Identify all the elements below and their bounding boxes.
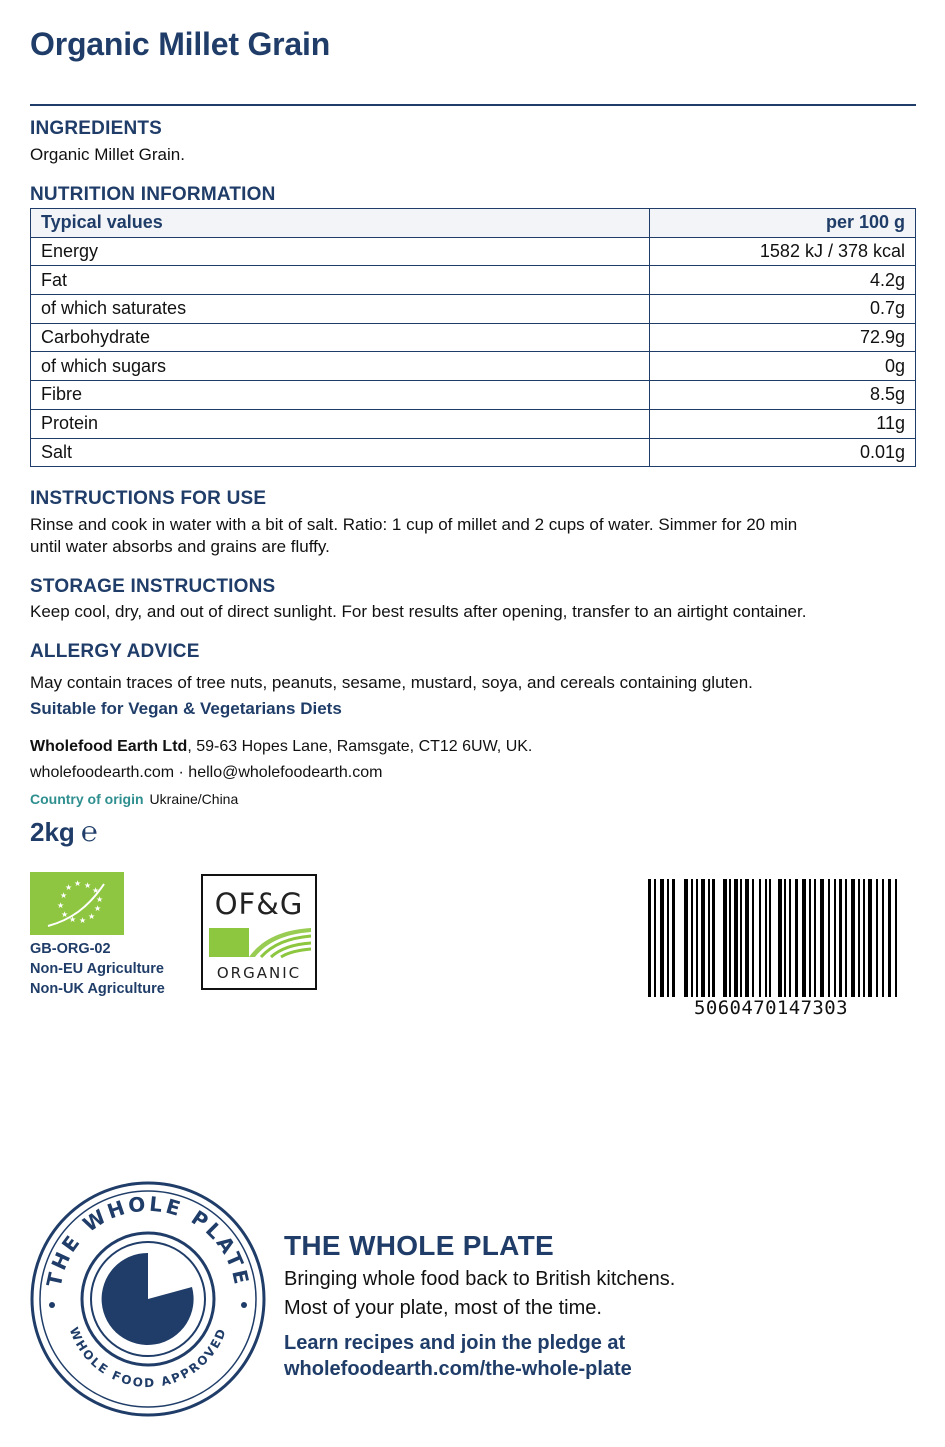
cert-code: GB-ORG-02 [30, 941, 111, 957]
company-address-text: , 59-63 Hopes Lane, Ramsgate, CT12 6UW, UK. [187, 738, 533, 755]
allergy-heading: ALLERGY ADVICE [30, 641, 200, 662]
nutrient-label: of which saturates [31, 295, 650, 324]
company-name: Wholefood Earth Ltd [30, 738, 188, 755]
nutrition-row-fibre [31, 381, 916, 410]
nutrient-label: Protein [31, 409, 650, 438]
cert-non-uk: Non-UK Agriculture [30, 981, 165, 997]
nutrient-value: 0g [650, 352, 916, 381]
nutrition-row-salt [31, 438, 916, 467]
ofg-organic-text: ORGANIC [216, 964, 302, 982]
company-address [30, 738, 532, 756]
instructions-heading: INSTRUCTIONS FOR USE [30, 488, 267, 509]
nutrient-value: 0.7g [650, 295, 916, 324]
nutrient-value: 4.2g [650, 266, 916, 295]
svg-text:★: ★ [65, 883, 73, 892]
nutrition-header-row [31, 209, 916, 238]
nutrition-row-protein [31, 409, 916, 438]
product-title: Organic Millet Grain [30, 26, 331, 62]
storage-text: Keep cool, dry, and out of direct sunlight. For best results after opening, transfer to an airtight container. [30, 602, 807, 621]
nutrition-row-fat [31, 266, 916, 295]
nutrition-row-carbohydrate [31, 323, 916, 352]
nutrient-label: Fibre [31, 381, 650, 410]
seal-bottom-text: WHOLE FOOD APPROVED [66, 1325, 230, 1391]
ofg-logo-text: OF&G [214, 887, 304, 921]
nutrition-heading: NUTRITION INFORMATION [30, 184, 276, 205]
nutrient-value: 8.5g [650, 381, 916, 410]
barcode-bars [632, 870, 910, 998]
instructions-line-2: until water absorbs and grains are fluffy. [30, 537, 330, 556]
eu-organic-leaf-icon [30, 872, 124, 935]
nutrient-label: Carbohydrate [31, 323, 650, 352]
nutrition-table [30, 208, 916, 467]
svg-text:★: ★ [92, 886, 100, 895]
nutrition-row-energy [31, 237, 916, 266]
origin-value: Ukraine/China [149, 791, 239, 807]
svg-text:★: ★ [69, 915, 77, 924]
svg-text:★: ★ [88, 912, 96, 921]
eu-certification-text [30, 939, 165, 999]
ofg-organic-logo [201, 874, 317, 990]
nutrient-value: 11g [650, 409, 916, 438]
svg-text:★: ★ [60, 891, 68, 900]
storage-heading: STORAGE INSTRUCTIONS [30, 576, 276, 597]
svg-text:★: ★ [74, 879, 82, 888]
promo-cta-line-1: Learn recipes and join the pledge at [284, 1332, 626, 1354]
instructions-line-1: Rinse and cook in water with a bit of salt. Ratio: 1 cup of millet and 2 cups of water. Simmer for 20 min [30, 515, 798, 534]
seal-top-text: THE WHOLE PLATE [41, 1191, 255, 1290]
svg-text:★: ★ [94, 904, 102, 913]
nutrient-value: 0.01g [650, 438, 916, 467]
nutrient-label: Salt [31, 438, 650, 467]
cert-non-eu: Non-EU Agriculture [30, 961, 164, 977]
weight-value: 2kg [30, 817, 75, 847]
promo-cta [284, 1330, 632, 1382]
origin-label: Country of origin [30, 791, 144, 807]
svg-text:★: ★ [84, 881, 92, 890]
nutrition-row-saturates [31, 295, 916, 324]
nutrient-value: 72.9g [650, 323, 916, 352]
country-of-origin [30, 791, 238, 809]
svg-text:★: ★ [79, 916, 87, 925]
svg-text:★: ★ [61, 910, 69, 919]
ingredients-heading: INGREDIENTS [30, 118, 163, 139]
promo-line-1: Bringing whole food back to British kitchens. [284, 1268, 676, 1290]
vegan-statement: Suitable for Vegan & Vegetarians Diets [30, 699, 342, 718]
title-divider [30, 104, 916, 106]
svg-text:★: ★ [96, 895, 104, 904]
nutrient-value: 1582 kJ / 378 kcal [650, 237, 916, 266]
promo-line-2: Most of your plate, most of the time. [284, 1297, 602, 1319]
nutrient-label: Energy [31, 237, 650, 266]
net-weight [30, 816, 98, 848]
nutrient-label: of which sugars [31, 352, 650, 381]
col-per-100g: per 100 g [650, 209, 916, 238]
barcode-number: 5060470147303 [694, 997, 848, 1019]
allergy-text: May contain traces of tree nuts, peanuts, sesame, mustard, soya, and cereals containing gluten. [30, 673, 753, 692]
whole-plate-seal [30, 1175, 266, 1423]
estimated-e-icon: ℮ [80, 816, 98, 847]
promo-title: THE WHOLE PLATE [284, 1230, 554, 1261]
promo-cta-link[interactable]: wholefoodearth.com/the-whole-plate [284, 1358, 632, 1380]
svg-text:THE WHOLE PLATE [42, 1192, 254, 1290]
barcode [632, 870, 910, 1028]
col-typical-values: Typical values [31, 209, 650, 238]
svg-text:★: ★ [57, 901, 65, 910]
ingredients-text: Organic Millet Grain. [30, 145, 185, 164]
nutrition-row-sugars [31, 352, 916, 381]
company-contact: wholefoodearth.com · hello@wholefoodearth.com [30, 764, 383, 781]
nutrient-label: Fat [31, 266, 650, 295]
